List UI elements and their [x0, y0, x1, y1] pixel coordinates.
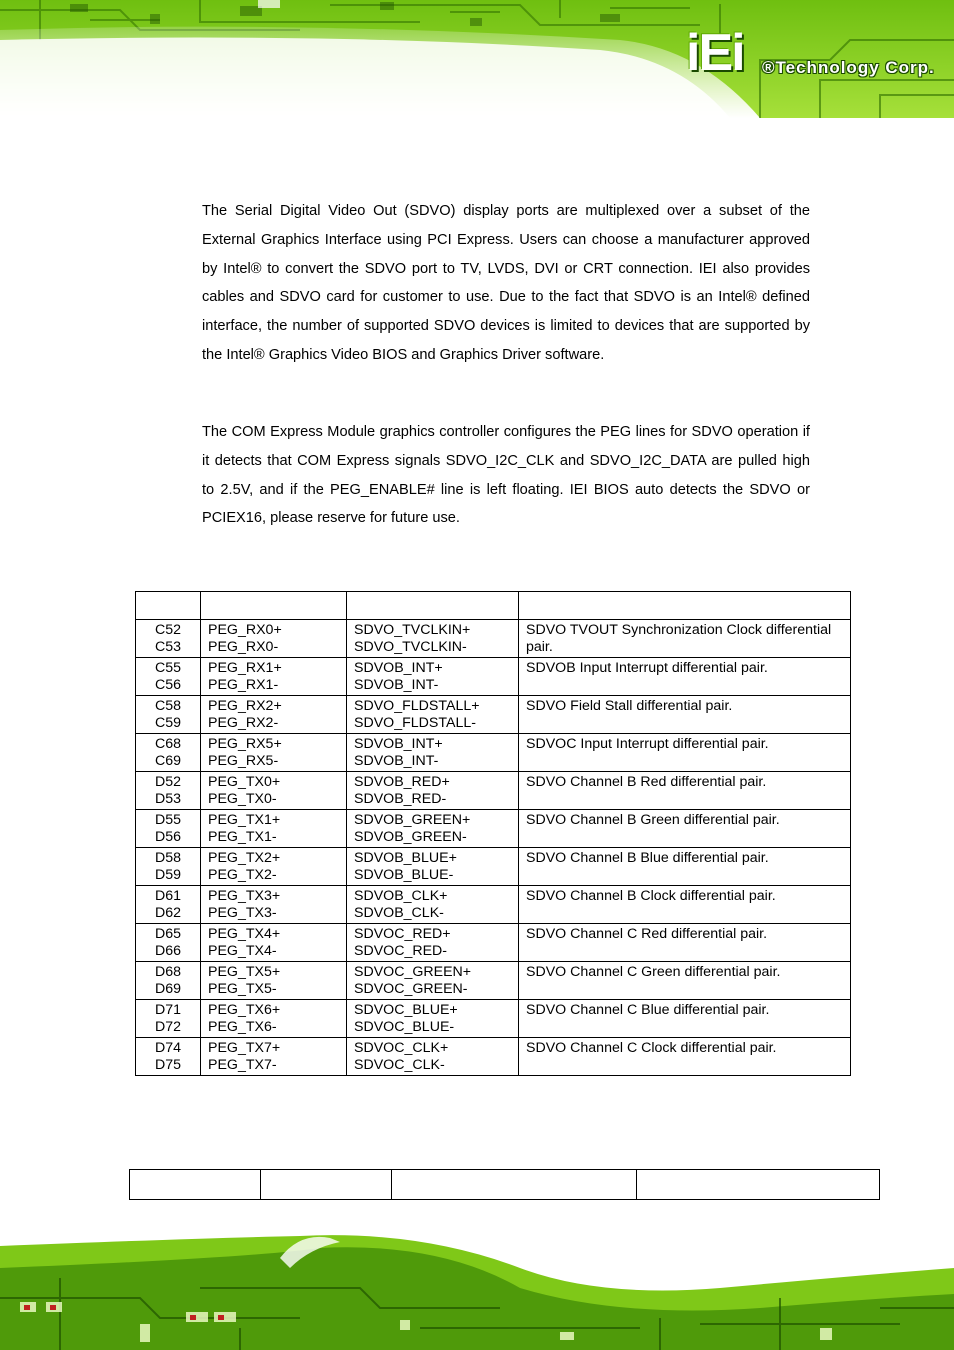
peg-signal-line: PEG_TX6- — [208, 1019, 277, 1035]
peg-signal-line: PEG_TX0- — [208, 791, 277, 807]
description-cell — [519, 696, 851, 734]
pin-line: D62 — [154, 905, 182, 921]
peg-signal-cell — [201, 924, 347, 962]
pin-line: D58 — [154, 850, 182, 866]
pin-line: D74 — [154, 1040, 182, 1056]
peg-signal-line: PEG_TX3- — [208, 905, 277, 921]
peg-signal-cell — [201, 696, 347, 734]
company-logo — [686, 26, 948, 82]
peg-signal-line: PEG_TX7- — [208, 1057, 277, 1073]
pin-line: C52 — [154, 622, 182, 638]
description-text: SDVO Channel C Blue differential pair. — [526, 1002, 770, 1018]
description-text: SDVO Field Stall differential pair. — [526, 698, 733, 714]
empty-table — [129, 1169, 880, 1200]
sdvo-signal-line: SDVOC_BLUE- — [354, 1019, 455, 1035]
header-cell-description — [519, 592, 851, 620]
pin-line: D65 — [154, 926, 182, 942]
sdvo-signal-line: SDVO_TVCLKIN+ — [354, 622, 471, 638]
description-cell — [519, 1000, 851, 1038]
sdvo-signal-cell — [347, 696, 519, 734]
sdvo-signal-cell — [347, 658, 519, 696]
peg-signal-line: PEG_TX5+ — [208, 964, 281, 980]
sdvo-signal-line: SDVOC_GREEN- — [354, 981, 468, 997]
description-cell — [519, 620, 851, 658]
table-row — [136, 772, 851, 810]
sdvo-signal-cell — [347, 620, 519, 658]
peg-signal-cell — [201, 772, 347, 810]
pin-cell — [136, 1038, 201, 1076]
sdvo-signal-line: SDVOC_CLK- — [354, 1057, 445, 1073]
pin-line: D75 — [154, 1057, 182, 1073]
description-text: SDVOB Input Interrupt differential pair. — [526, 660, 768, 676]
header-cell-pin — [136, 592, 201, 620]
pin-cell — [136, 886, 201, 924]
logo-mark: iEi — [686, 24, 744, 82]
peg-signal-cell — [201, 848, 347, 886]
description-text: SDVO Channel B Clock differential pair. — [526, 888, 776, 904]
description-cell — [519, 886, 851, 924]
header-banner — [0, 0, 954, 118]
sdvo-signal-line: SDVOB_CLK- — [354, 905, 444, 921]
paragraph-peg-config: The COM Express Module graphics controller configures the PEG lines for SDVO operation if it detects that COM Express signals SDVO_I2C_CLK and SDVO_I2C_DATA are pulled high to 2.5V, and if the PEG_ENABLE# line is left floating. IEI BIOS auto detects the SDVO or PCIEX16, please reserve for future use. — [202, 424, 810, 527]
pin-cell — [136, 658, 201, 696]
sdvo-signal-line: SDVOB_INT- — [354, 753, 439, 769]
pin-line: D53 — [154, 791, 182, 807]
description-text: SDVO TVOUT Synchronization Clock differential pair. — [526, 622, 832, 655]
pin-line: C53 — [154, 639, 182, 655]
table-row — [136, 810, 851, 848]
sdvo-signal-cell — [347, 848, 519, 886]
description-text: SDVO Channel C Clock differential pair. — [526, 1040, 777, 1056]
peg-signal-line: PEG_RX1+ — [208, 660, 282, 676]
table-row — [136, 1038, 851, 1076]
sdvo-signal-line: SDVO_FLDSTALL+ — [354, 698, 480, 714]
sdvo-signal-line: SDVOB_INT+ — [354, 660, 443, 676]
sdvo-signal-cell — [347, 924, 519, 962]
peg-signal-line: PEG_RX5- — [208, 753, 279, 769]
sdvo-signal-cell — [347, 1038, 519, 1076]
description-text: SDVO Channel B Red differential pair. — [526, 774, 767, 790]
table-row — [136, 962, 851, 1000]
description-text: SDVO Channel B Green differential pair. — [526, 812, 780, 828]
pin-line: D56 — [154, 829, 182, 845]
sdvo-signal-cell — [347, 772, 519, 810]
sdvo-signal-line: SDVOB_GREEN+ — [354, 812, 471, 828]
peg-signal-line: PEG_RX5+ — [208, 736, 282, 752]
peg-signal-cell — [201, 734, 347, 772]
peg-signal-line: PEG_TX7+ — [208, 1040, 281, 1056]
description-cell — [519, 848, 851, 886]
table-row — [136, 734, 851, 772]
peg-signal-line: PEG_TX4- — [208, 943, 277, 959]
pin-cell — [136, 924, 201, 962]
sdvo-signal-line: SDVO_TVCLKIN- — [354, 639, 467, 655]
table-row — [136, 848, 851, 886]
table-row — [136, 886, 851, 924]
sdvo-signal-cell — [347, 886, 519, 924]
pin-line: D72 — [154, 1019, 182, 1035]
table-row — [136, 696, 851, 734]
pin-line: D71 — [154, 1002, 182, 1018]
pin-line: D59 — [154, 867, 182, 883]
pin-cell — [136, 848, 201, 886]
table-header-row — [136, 592, 851, 620]
sdvo-signal-line: SDVOB_CLK+ — [354, 888, 448, 904]
description-cell — [519, 1038, 851, 1076]
pin-line: D69 — [154, 981, 182, 997]
description-cell — [519, 924, 851, 962]
sdvo-signal-cell — [347, 734, 519, 772]
sdvo-signal-line: SDVOB_INT+ — [354, 736, 443, 752]
table-cell — [637, 1170, 880, 1200]
table-row — [130, 1170, 880, 1200]
peg-signal-line: PEG_TX6+ — [208, 1002, 281, 1018]
sdvo-signal-line: SDVOB_BLUE+ — [354, 850, 457, 866]
peg-signal-line: PEG_RX0+ — [208, 622, 282, 638]
peg-signal-line: PEG_TX2- — [208, 867, 277, 883]
sdvo-signal-cell — [347, 962, 519, 1000]
pin-cell — [136, 1000, 201, 1038]
peg-signal-line: PEG_TX1- — [208, 829, 277, 845]
pin-line: C68 — [154, 736, 182, 752]
table-row — [136, 1000, 851, 1038]
peg-signal-cell — [201, 886, 347, 924]
pin-cell — [136, 734, 201, 772]
description-cell — [519, 772, 851, 810]
pin-line: D68 — [154, 964, 182, 980]
header-cell-sdvo — [347, 592, 519, 620]
pin-line: C58 — [154, 698, 182, 714]
sdvo-signal-line: SDVOB_INT- — [354, 677, 439, 693]
sdvo-signal-line: SDVOB_RED+ — [354, 774, 450, 790]
peg-signal-cell — [201, 1000, 347, 1038]
pin-line: D61 — [154, 888, 182, 904]
pin-cell — [136, 810, 201, 848]
sdvo-signal-line: SDVOB_GREEN- — [354, 829, 467, 845]
pin-line: D52 — [154, 774, 182, 790]
description-text: SDVO Channel B Blue differential pair. — [526, 850, 769, 866]
description-text: SDVO Channel C Red differential pair. — [526, 926, 768, 942]
peg-signal-cell — [201, 658, 347, 696]
sdvo-signal-cell — [347, 1000, 519, 1038]
pin-line: C69 — [154, 753, 182, 769]
peg-signal-line: PEG_TX5- — [208, 981, 277, 997]
peg-signal-line: PEG_RX0- — [208, 639, 279, 655]
table-row — [136, 924, 851, 962]
sdvo-pin-table — [135, 591, 851, 1076]
pin-cell — [136, 620, 201, 658]
pin-line: D66 — [154, 943, 182, 959]
header-cell-peg — [201, 592, 347, 620]
pin-line: C56 — [154, 677, 182, 693]
peg-signal-line: PEG_TX0+ — [208, 774, 281, 790]
table-cell — [261, 1170, 392, 1200]
peg-signal-cell — [201, 1038, 347, 1076]
sdvo-signal-line: SDVOC_RED- — [354, 943, 448, 959]
sdvo-signal-line: SDVOC_GREEN+ — [354, 964, 472, 980]
peg-signal-line: PEG_TX4+ — [208, 926, 281, 942]
pin-cell — [136, 696, 201, 734]
description-text: SDVOC Input Interrupt differential pair. — [526, 736, 769, 752]
sdvo-signal-line: SDVOC_BLUE+ — [354, 1002, 458, 1018]
peg-signal-line: PEG_TX1+ — [208, 812, 281, 828]
pin-cell — [136, 962, 201, 1000]
pin-line: C59 — [154, 715, 182, 731]
description-text: SDVO Channel C Green differential pair. — [526, 964, 781, 980]
sdvo-signal-line: SDVOC_CLK+ — [354, 1040, 449, 1056]
description-cell — [519, 810, 851, 848]
sdvo-signal-line: SDVO_FLDSTALL- — [354, 715, 476, 731]
sdvo-signal-cell — [347, 810, 519, 848]
peg-signal-line: PEG_RX1- — [208, 677, 279, 693]
sdvo-signal-line: SDVOB_RED- — [354, 791, 447, 807]
sdvo-signal-line: SDVOC_RED+ — [354, 926, 451, 942]
peg-signal-cell — [201, 962, 347, 1000]
logo-text: ®Technology Corp. — [762, 58, 935, 77]
table-row — [136, 658, 851, 696]
peg-signal-cell — [201, 620, 347, 658]
peg-signal-line: PEG_TX3+ — [208, 888, 281, 904]
peg-signal-line: PEG_RX2- — [208, 715, 279, 731]
sdvo-signal-line: SDVOB_BLUE- — [354, 867, 454, 883]
description-cell — [519, 734, 851, 772]
description-cell — [519, 962, 851, 1000]
table-cell — [130, 1170, 261, 1200]
peg-signal-line: PEG_RX2+ — [208, 698, 282, 714]
peg-signal-cell — [201, 810, 347, 848]
circuit-board-graphic — [0, 1228, 954, 1350]
pin-line: D55 — [154, 812, 182, 828]
description-cell — [519, 658, 851, 696]
pin-cell — [136, 772, 201, 810]
peg-signal-line: PEG_TX2+ — [208, 850, 281, 866]
table-row — [136, 620, 851, 658]
paragraph-sdvo-intro: The Serial Digital Video Out (SDVO) display ports are multiplexed over a subset of the External Graphics Interface using PCI Express. Users can choose a manufacturer approved by Intel® to convert the SDVO port to TV, LVDS, DVI or CRT connection. IEI also provides cables and SDVO card for customer to use. Due to the fact that SDVO is an Intel® defined interface, the number of supported SDVO devices is limited to devices that are supported by the Intel® Graphics Video BIOS and Graphics Driver software. — [202, 203, 810, 363]
table-cell — [392, 1170, 637, 1200]
pin-line: C55 — [154, 660, 182, 676]
footer-banner — [0, 1228, 954, 1350]
